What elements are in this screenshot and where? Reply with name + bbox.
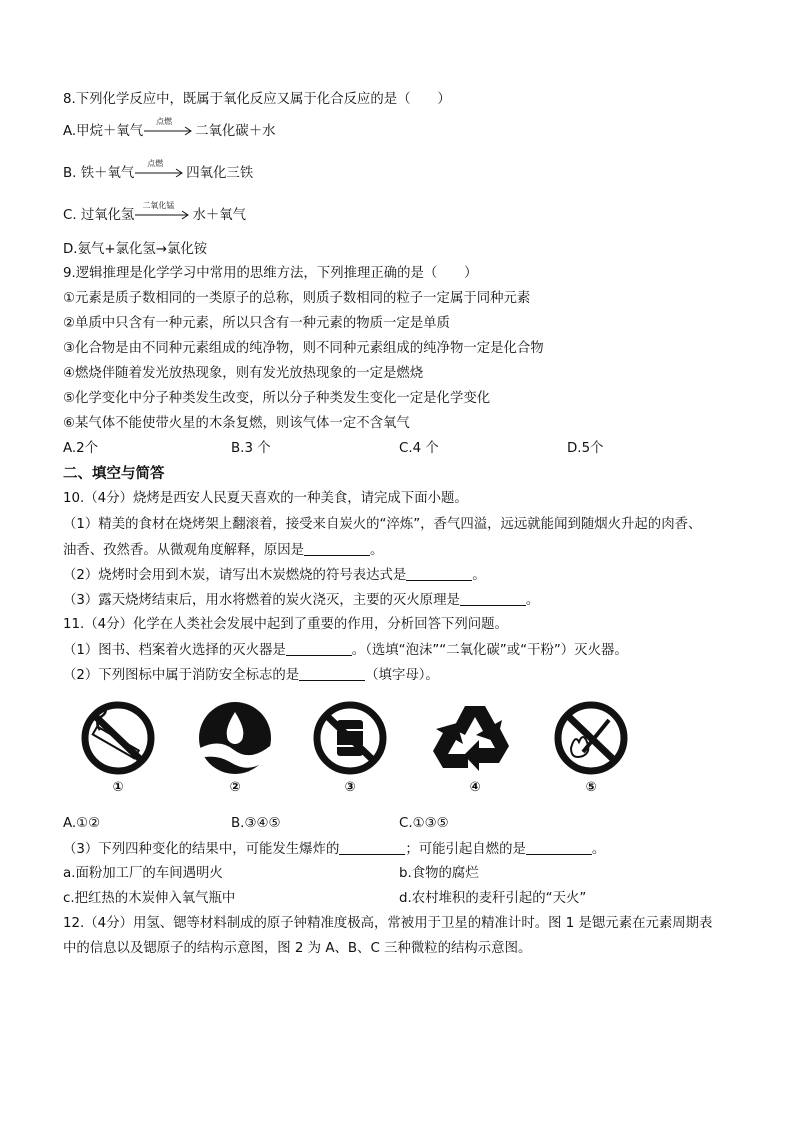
no-match-fire-sign-icon: [543, 700, 639, 776]
q9-option-d[interactable]: D.5个: [567, 441, 604, 456]
q11-choice-c[interactable]: c.把红热的木炭伸入氧气瓶中: [63, 891, 236, 906]
no-oil-drum-sign-icon: [305, 700, 395, 776]
q11-part3-end: 。: [591, 842, 606, 857]
reaction-condition: 点燃: [156, 117, 173, 126]
reaction-arrow: [144, 117, 194, 136]
sign-label: ④: [469, 780, 481, 795]
q11-part3: [63, 840, 605, 859]
q10-part1-end: 。: [370, 543, 384, 558]
q8-c-reactants: C. 过氧化氢: [63, 208, 135, 223]
sign-label: ⑤: [585, 780, 597, 795]
q11-stem: 11.（4分）化学在人类社会发展中起到了重要的作用，分析回答下列问题。: [63, 617, 508, 632]
q9-option-c[interactable]: C.4 个: [399, 441, 439, 456]
no-smoking-sign-icon: [70, 700, 166, 776]
sign-label: ①: [112, 780, 124, 795]
q11-part2-text: （2）下列图标中属于消防安全标志的是: [63, 668, 300, 683]
q12-line2: 中的信息以及锶原子的结构示意图，图 2 为 A、B、C 三种微粒的结构示意图。: [63, 941, 532, 956]
q10-part1-text: 油香、孜然香。从微观角度解释，原因是: [63, 543, 305, 558]
q9-statement-3: ③化合物是由不同种元素组成的纯净物，则不同种元素组成的纯净物一定是化合物: [63, 341, 544, 356]
reaction-arrow: [135, 159, 185, 178]
q10-part1-line2: [63, 541, 383, 560]
arrow-icon: [135, 168, 185, 178]
q8-option-d[interactable]: D.氨气+氯化氢→氯化铵: [63, 242, 208, 257]
q8-b-products: 四氧化三铁: [186, 166, 254, 181]
q10-part1-line1: （1）精美的食材在烧烤架上翻滚着，接受来自炭火的“淬炼”，香气四溢，远远就能闻到随烟火升起的肉香、: [63, 517, 702, 532]
q8-option-a[interactable]: [63, 117, 276, 141]
q9-statement-2: ②单质中只含有一种元素，所以只含有一种元素的物质一定是单质: [63, 316, 450, 331]
q8-c-products: 水＋氧气: [192, 208, 246, 223]
q10-part3-text: （3）露天烧烤结束后，用水将燃着的炭火浇灭，主要的灭火原理是: [63, 593, 460, 608]
q10-part2-end: 。: [472, 568, 486, 583]
q10-part2-text: （2）烧烤时会用到木炭，请写出木炭燃烧的符号表达式是: [63, 568, 407, 583]
q9-statement-5: ⑤化学变化中分子种类发生改变，所以分子种类发生变化一定是化学变化: [63, 391, 491, 406]
q9-statement-1: ①元素是质子数相同的一类原子的总称，则质子数相同的粒子一定属于同种元素: [63, 291, 531, 306]
q8-b-reactants: B. 铁＋氧气: [63, 166, 135, 181]
arrow-icon: [144, 126, 194, 136]
q8-option-c[interactable]: [63, 201, 246, 225]
q11-option-a[interactable]: A.①②: [63, 816, 101, 831]
answer-blank[interactable]: [406, 566, 472, 581]
q9-statement-6: ⑥某气体不能使带火星的木条复燃，则该气体一定不含氧气: [63, 416, 410, 431]
q10-part3: [63, 591, 539, 610]
q9-option-b[interactable]: B.3 个: [231, 441, 271, 456]
q8-stem: 8.下列化学反应中，既属于氧化反应又属于化合反应的是（ ）: [63, 92, 451, 107]
reaction-condition: 二氧化锰: [142, 201, 175, 210]
water-drop-sign-icon: [190, 700, 280, 776]
reaction-arrow: [135, 201, 191, 220]
answer-blank[interactable]: [460, 591, 526, 606]
q11-choice-a[interactable]: a.面粉加工厂的车间遇明火: [63, 866, 223, 881]
section-title: 二、填空与简答: [63, 466, 165, 482]
q11-part3-mid: ；可能引起自燃的是: [405, 842, 526, 857]
reaction-condition: 点燃: [147, 159, 164, 168]
answer-blank[interactable]: [526, 840, 592, 855]
q11-part1-text: （1）图书、档案着火选择的灭火器是: [63, 643, 286, 658]
recycle-sign-icon: [425, 700, 525, 776]
q8-a-reactants: A.甲烷＋氧气: [63, 124, 144, 139]
q10-part3-end: 。: [525, 593, 540, 608]
answer-blank[interactable]: [339, 840, 405, 855]
q9-stem: 9.逻辑推理是化学学习中常用的思维方法，下列推理正确的是（ ）: [63, 266, 478, 281]
q11-part1-end: 。（选填“泡沫”“二氧化碳”或“干粉”）灭火器。: [351, 643, 628, 658]
q11-choice-d[interactable]: d.农村堆积的麦秆引起的“天火”: [399, 891, 587, 906]
q12-line1: 12.（4分）用氢、锶等材料制成的原子钟精准度极高，常被用于卫星的精准计时。图 1 是锶元素在元素周期表: [63, 916, 713, 931]
q9-option-a[interactable]: A.2个: [63, 441, 99, 456]
q11-part2-end: （填字母）。: [365, 668, 439, 683]
q11-option-b[interactable]: B.③④⑤: [231, 816, 281, 831]
q10-part2: [63, 566, 486, 585]
arrow-icon: [135, 210, 191, 220]
sign-label: ②: [229, 780, 241, 795]
q8-option-b[interactable]: [63, 159, 254, 183]
q11-part3-text: （3）下列四种变化的结果中，可能发生爆炸的: [63, 842, 340, 857]
q11-choice-b[interactable]: b.食物的腐烂: [399, 866, 479, 881]
q10-stem: 10.（4分）烧烤是西安人民夏天喜欢的一种美食，请完成下面小题。: [63, 491, 468, 506]
q8-a-products: 二氧化碳＋水: [195, 124, 276, 139]
q11-part1: [63, 641, 628, 660]
sign-label: ③: [344, 780, 356, 795]
answer-blank[interactable]: [304, 541, 370, 556]
q11-option-c[interactable]: C.①③⑤: [399, 816, 449, 831]
q11-part2: [63, 666, 439, 685]
answer-blank[interactable]: [299, 666, 365, 681]
q9-statement-4: ④燃烧伴随着发光放热现象，则有发光放热现象的一定是燃烧: [63, 366, 424, 381]
answer-blank[interactable]: [286, 641, 352, 656]
